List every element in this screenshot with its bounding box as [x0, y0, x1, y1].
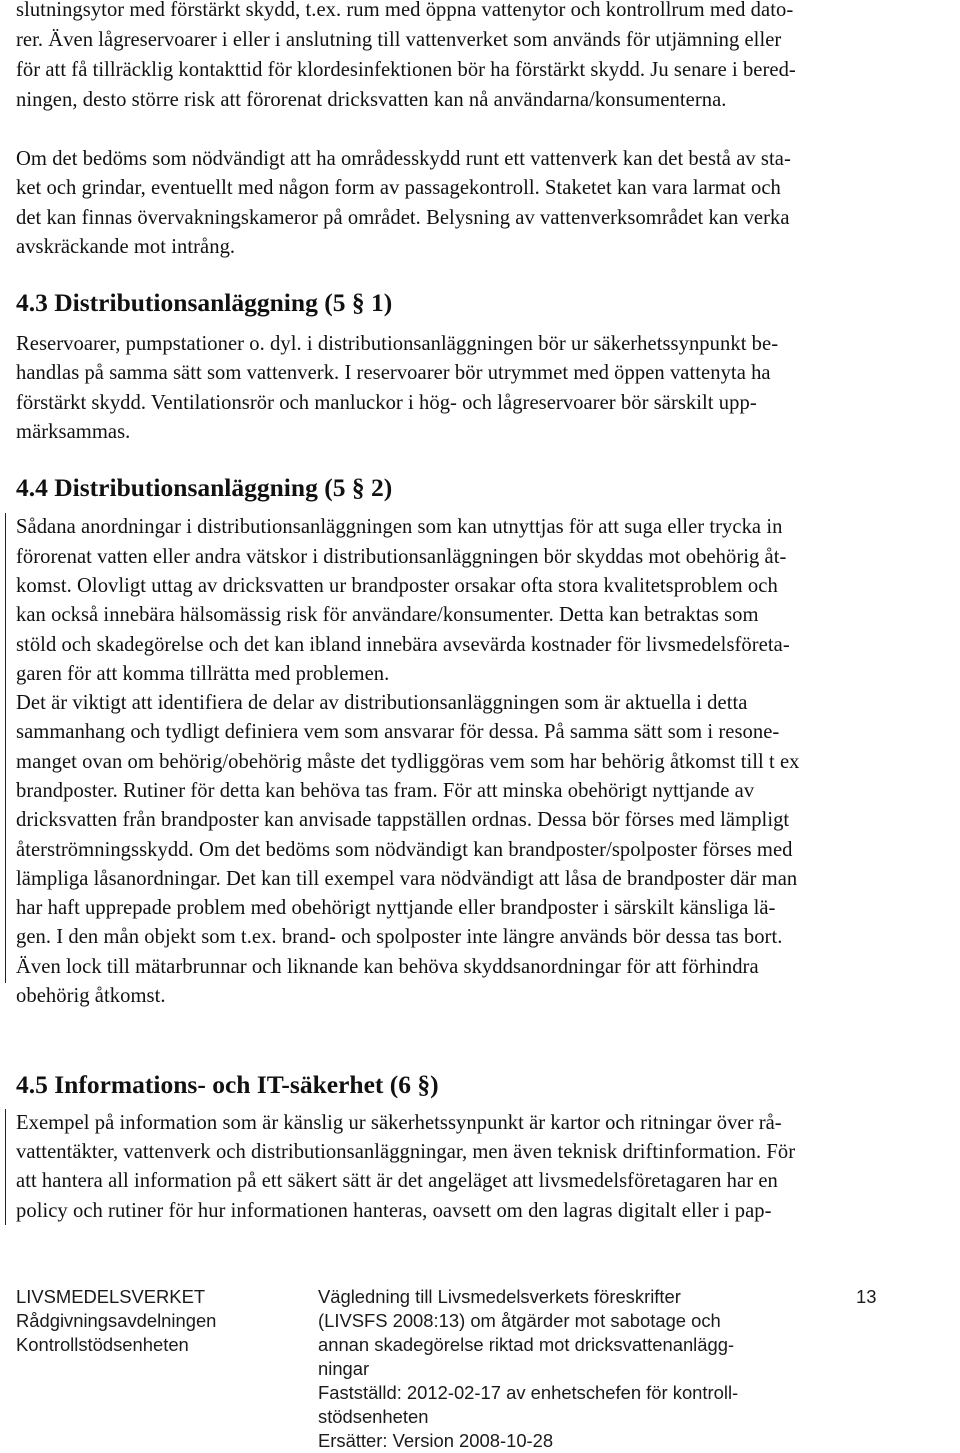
body-line: Om det bedöms som nödvändigt att ha områdesskydd runt ett vattenverk kan det bestå av sta-: [16, 148, 791, 170]
body-line: slutningsytor med förstärkt skydd, t.ex. rum med öppna vattenytor och kontrollrum med dato-: [16, 0, 794, 21]
body-line: policy och rutiner för hur informationen hanteras, oavsett om den lagras digitalt eller i pap-: [16, 1200, 772, 1222]
section-heading-4-5: 4.5 Informations- och IT-säkerhet (6 §): [16, 1070, 439, 1099]
body-line: förorenat vatten eller andra vätskor i distributionsanläggningen bör skyddas mot obehörig åt-: [16, 546, 787, 568]
change-bar: [5, 1109, 6, 1225]
body-line: ket och grindar, eventuellt med någon form av passagekontroll. Staketet kan vara larmat och: [16, 177, 781, 199]
footer-doc-line: Vägledning till Livsmedelsverkets föreskrifter: [318, 1286, 681, 1307]
footer-org-unit: Kontrollstödsenheten: [16, 1334, 189, 1355]
body-line: lämpliga låsanordningar. Det kan till exempel vara nödvändigt att låsa de brandposter där man: [16, 868, 798, 890]
body-line: dricksvatten från brandposter kan anvisade tappställen ordnas. Dessa bör förses med lämpligt: [16, 809, 790, 831]
body-line: förstärkt skydd. Ventilationsrör och manluckor i hög- och lågreservoarer bör särskilt upp-: [16, 392, 757, 414]
footer-doc-line: annan skadegörelse riktad mot dricksvattenanlägg-: [318, 1334, 735, 1355]
change-bar: [5, 513, 6, 983]
footer-doc-line: ningar: [318, 1358, 370, 1379]
body-line: stöld och skadegörelse och det kan ibland innebära avsevärda kostnader för livsmedelsföreta-: [16, 634, 790, 656]
body-line: kan också innebära hälsomässig risk för användare/konsumenter. Detta kan betraktas som: [16, 604, 759, 626]
body-line: gen. I den mån objekt som t.ex. brand- och spolposter inte längre används bör dessa tas bort.: [16, 926, 783, 948]
body-line: ningen, desto större risk att förorenat dricksvatten kan nå användarna/konsumenterna.: [16, 89, 727, 111]
body-line: har haft upprepade problem med obehörigt nyttjande eller brandposter i särskilt känsliga lä-: [16, 897, 776, 919]
body-line: återströmningsskydd. Om det bedöms som nödvändigt kan brandposter/spolposter förses med: [16, 839, 793, 861]
body-line: avskräckande mot intrång.: [16, 236, 236, 258]
footer-doc-line: Fastställd: 2012-02-17 av enhetschefen för kontroll-: [318, 1382, 739, 1403]
footer-org-name: LIVSMEDELSVERKET: [16, 1286, 206, 1307]
footer-org-department: Rådgivningsavdelningen: [16, 1310, 217, 1331]
page-number: 13: [856, 1286, 877, 1307]
section-heading-4-4: 4.4 Distributionsanläggning (5 § 2): [16, 473, 393, 502]
body-line: manget ovan om behörig/obehörig måste det tydliggöras vem som har behörig åtkomst till t ex: [16, 751, 800, 773]
body-line: brandposter. Rutiner för detta kan behöva tas fram. För att minska obehörigt nyttjande av: [16, 780, 755, 802]
section-heading-4-3: 4.3 Distributionsanläggning (5 § 1): [16, 288, 393, 317]
body-line: Reservoarer, pumpstationer o. dyl. i distributionsanläggningen bör ur säkerhetssynpunkt be-: [16, 333, 779, 355]
body-line: sammanhang och tydligt definiera vem som ansvarar för dessa. På samma sätt som i resone-: [16, 721, 780, 743]
footer-doc-line: stödsenheten: [318, 1406, 429, 1427]
body-line: komst. Olovligt uttag av dricksvatten ur brandposter orsakar ofta stora kvalitetsproblem och: [16, 575, 778, 597]
body-line: Exempel på information som är känslig ur säkerhetssynpunkt är kartor och ritningar över rå-: [16, 1112, 782, 1134]
body-line: det kan finnas övervakningskameror på området. Belysning av vattenverksområdet kan verka: [16, 207, 790, 229]
footer-doc-line: Ersätter: Version 2008-10-28: [318, 1430, 554, 1451]
footer-doc-line: (LIVSFS 2008:13) om åtgärder mot sabotage och: [318, 1310, 721, 1331]
body-line: rer. Även lågreservoarer i eller i anslutning till vattenverket som används för utjämning eller: [16, 29, 782, 51]
body-line: vattentäkter, vattenverk och distributionsanläggningar, men även teknisk driftinformation. För: [16, 1141, 796, 1163]
body-line: obehörig åtkomst.: [16, 985, 166, 1007]
body-line: för att få tillräcklig kontakttid för klordesinfektionen bör ha förstärkt skydd. Ju senare i bered-: [16, 59, 796, 81]
body-line: märksammas.: [16, 421, 131, 443]
body-line: att hantera all information på ett säkert sätt är det angeläget att livsmedelsföretagaren har en: [16, 1170, 778, 1192]
body-line: Det är viktigt att identifiera de delar av distributionsanläggningen som är aktuella i detta: [16, 692, 748, 714]
body-line: garen för att komma tillrätta med problemen.: [16, 663, 390, 685]
body-line: handlas på samma sätt som vattenverk. I reservoarer bör utrymmet med öppen vattenyta ha: [16, 362, 771, 384]
body-line: Även lock till mätarbrunnar och liknande kan behöva skyddsanordningar för att förhindra: [16, 956, 759, 978]
body-line: Sådana anordningar i distributionsanläggningen som kan utnyttjas för att suga eller trycka in: [16, 516, 783, 538]
